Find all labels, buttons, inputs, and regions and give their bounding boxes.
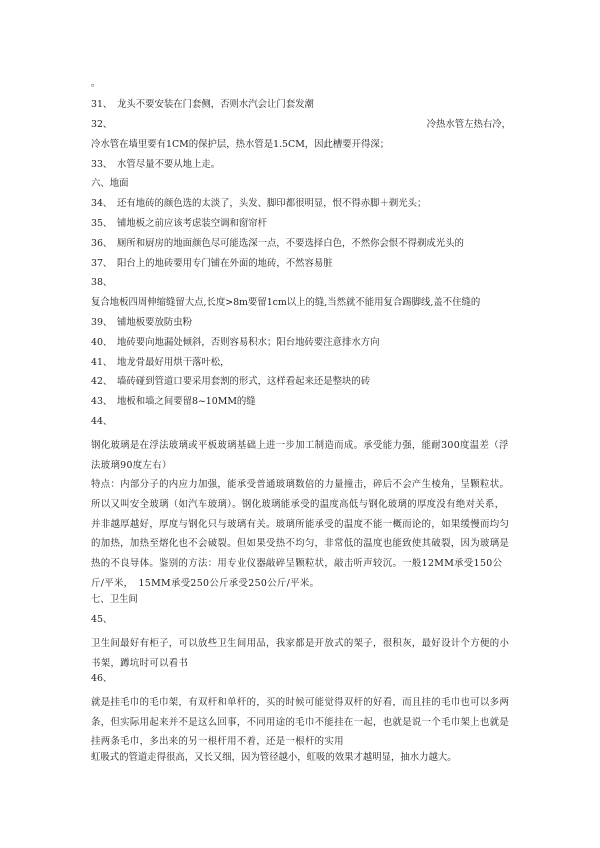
paragraph-tempered-glass-features: 特点：内部分子的内应力加强，能承受普通玻璃数倍的力量撞击，碎后不会产生棱角，呈颗粒状。所以又叫安全玻璃（如汽车玻璃）。钢化玻璃能承受的温度高低与钢化玻璃的厚度没有绝对关系，并非越厚越好，厚度与钢化只与玻璃有关。玻璃所能承受的温度不能一概而论的，如果缓慢而均匀的加热，加热至熔化也不会破裂。但如果受热不均匀，非常低的温度也能致使其破裂，因为玻璃是热的不良导体。鉴别的方法：用专业仪器敲碎呈颗粒状，敲击听声较沉。一般12MM承受150公斤/平米， 15MM承受250公斤承受250公斤/平米。 — [91, 479, 510, 589]
text-line-item-33: 33、 水管尽量不要从地上走。 — [91, 159, 221, 170]
paragraph-bathroom-cabinet: 卫生间最好有柜子，可以放些卫生间用品，我家都是开放式的架子，很积灰，最好设计个方便的小书架，蹲坑时可以看书 — [91, 638, 510, 669]
text-line-item-37: 37、 阳台上的地砖要用专门铺在外面的地砖，不然容易脏 — [91, 258, 333, 269]
text-line-item-34: 34、 还有地砖的颜色选的太淡了，头发、脚印都很明显，恨不得赤脚＋剃光头； — [91, 198, 427, 209]
text-line-item-44: 44、 — [91, 416, 113, 427]
text-line-item-45: 45、 — [91, 614, 113, 625]
text-line-item-31: 31、 龙头不要安装在门套侧，否则水汽会让门套发潮 — [91, 99, 314, 110]
text-line-item-43: 43、 地板和墙之间要留8~10MM的缝 — [91, 396, 256, 407]
paragraph-tempered-glass: 钢化玻璃是在浮法玻璃或平板玻璃基础上进一步加工制造而成。承受能力强，能耐300度温差（浮法玻璃90度左右） — [91, 440, 509, 471]
text-line-item-41: 41、 地龙骨最好用烘干落叶松， — [91, 357, 230, 368]
section-heading-floor: 六、地面 — [91, 178, 129, 189]
text-line: 。 — [91, 78, 101, 89]
paragraph-towel-rack: 就是挂毛巾的毛巾架，有双杆和单杆的，买的时候可能觉得双杆的好看，而且挂的毛巾也可以多两条，但实际用起来并不是这么回事，不同用途的毛巾不能挂在一起，也就是说一个毛巾架上也就是挂两条毛巾，多出来的另一根杆用不着，还是一根杆的实用 — [91, 697, 510, 748]
text-line-item-38: 38、 — [91, 277, 113, 288]
text-line-item-32-number: 32、 — [91, 119, 113, 130]
text-line-item-46: 46、 — [91, 673, 113, 684]
text-line: 冷水管在墙里要有1CM的保护层，热水管是1.5CM，因此槽要开得深； — [91, 139, 390, 150]
text-line-item-39: 39、 铺地板要放防虫粉 — [91, 317, 192, 328]
text-line-item-36: 36、 厕所和厨房的地面颜色尽可能选深一点，不要选择白色，不然你会恨不得剃成光头的 — [91, 238, 464, 249]
text-line-item-42: 42、 墙砖碰到管道口要采用套割的形式，这样看起来还是整块的砖 — [91, 376, 371, 387]
text-line: 虹吸式的管道走得很高，又长又细，因为管径越小，虹吸的效果才越明显，抽水力越大。 — [91, 752, 457, 763]
text-line-item-40: 40、 地砖要向地漏处倾斜，否则容易积水；阳台地砖要注意排水方向 — [91, 337, 380, 348]
section-heading-bathroom: 七、卫生间 — [91, 594, 138, 605]
text-line-item-32-tail: 冷热水管左热右冷， — [426, 119, 511, 130]
text-line: 复合地板四周伸缩缝留大点,长度>8m要留1cm以上的缝,当然就不能用复合踢脚线,盖不住缝的 — [91, 297, 481, 308]
text-line-item-35: 35、 铺地板之前应该考虑装空调和窗帘杆 — [91, 218, 267, 229]
